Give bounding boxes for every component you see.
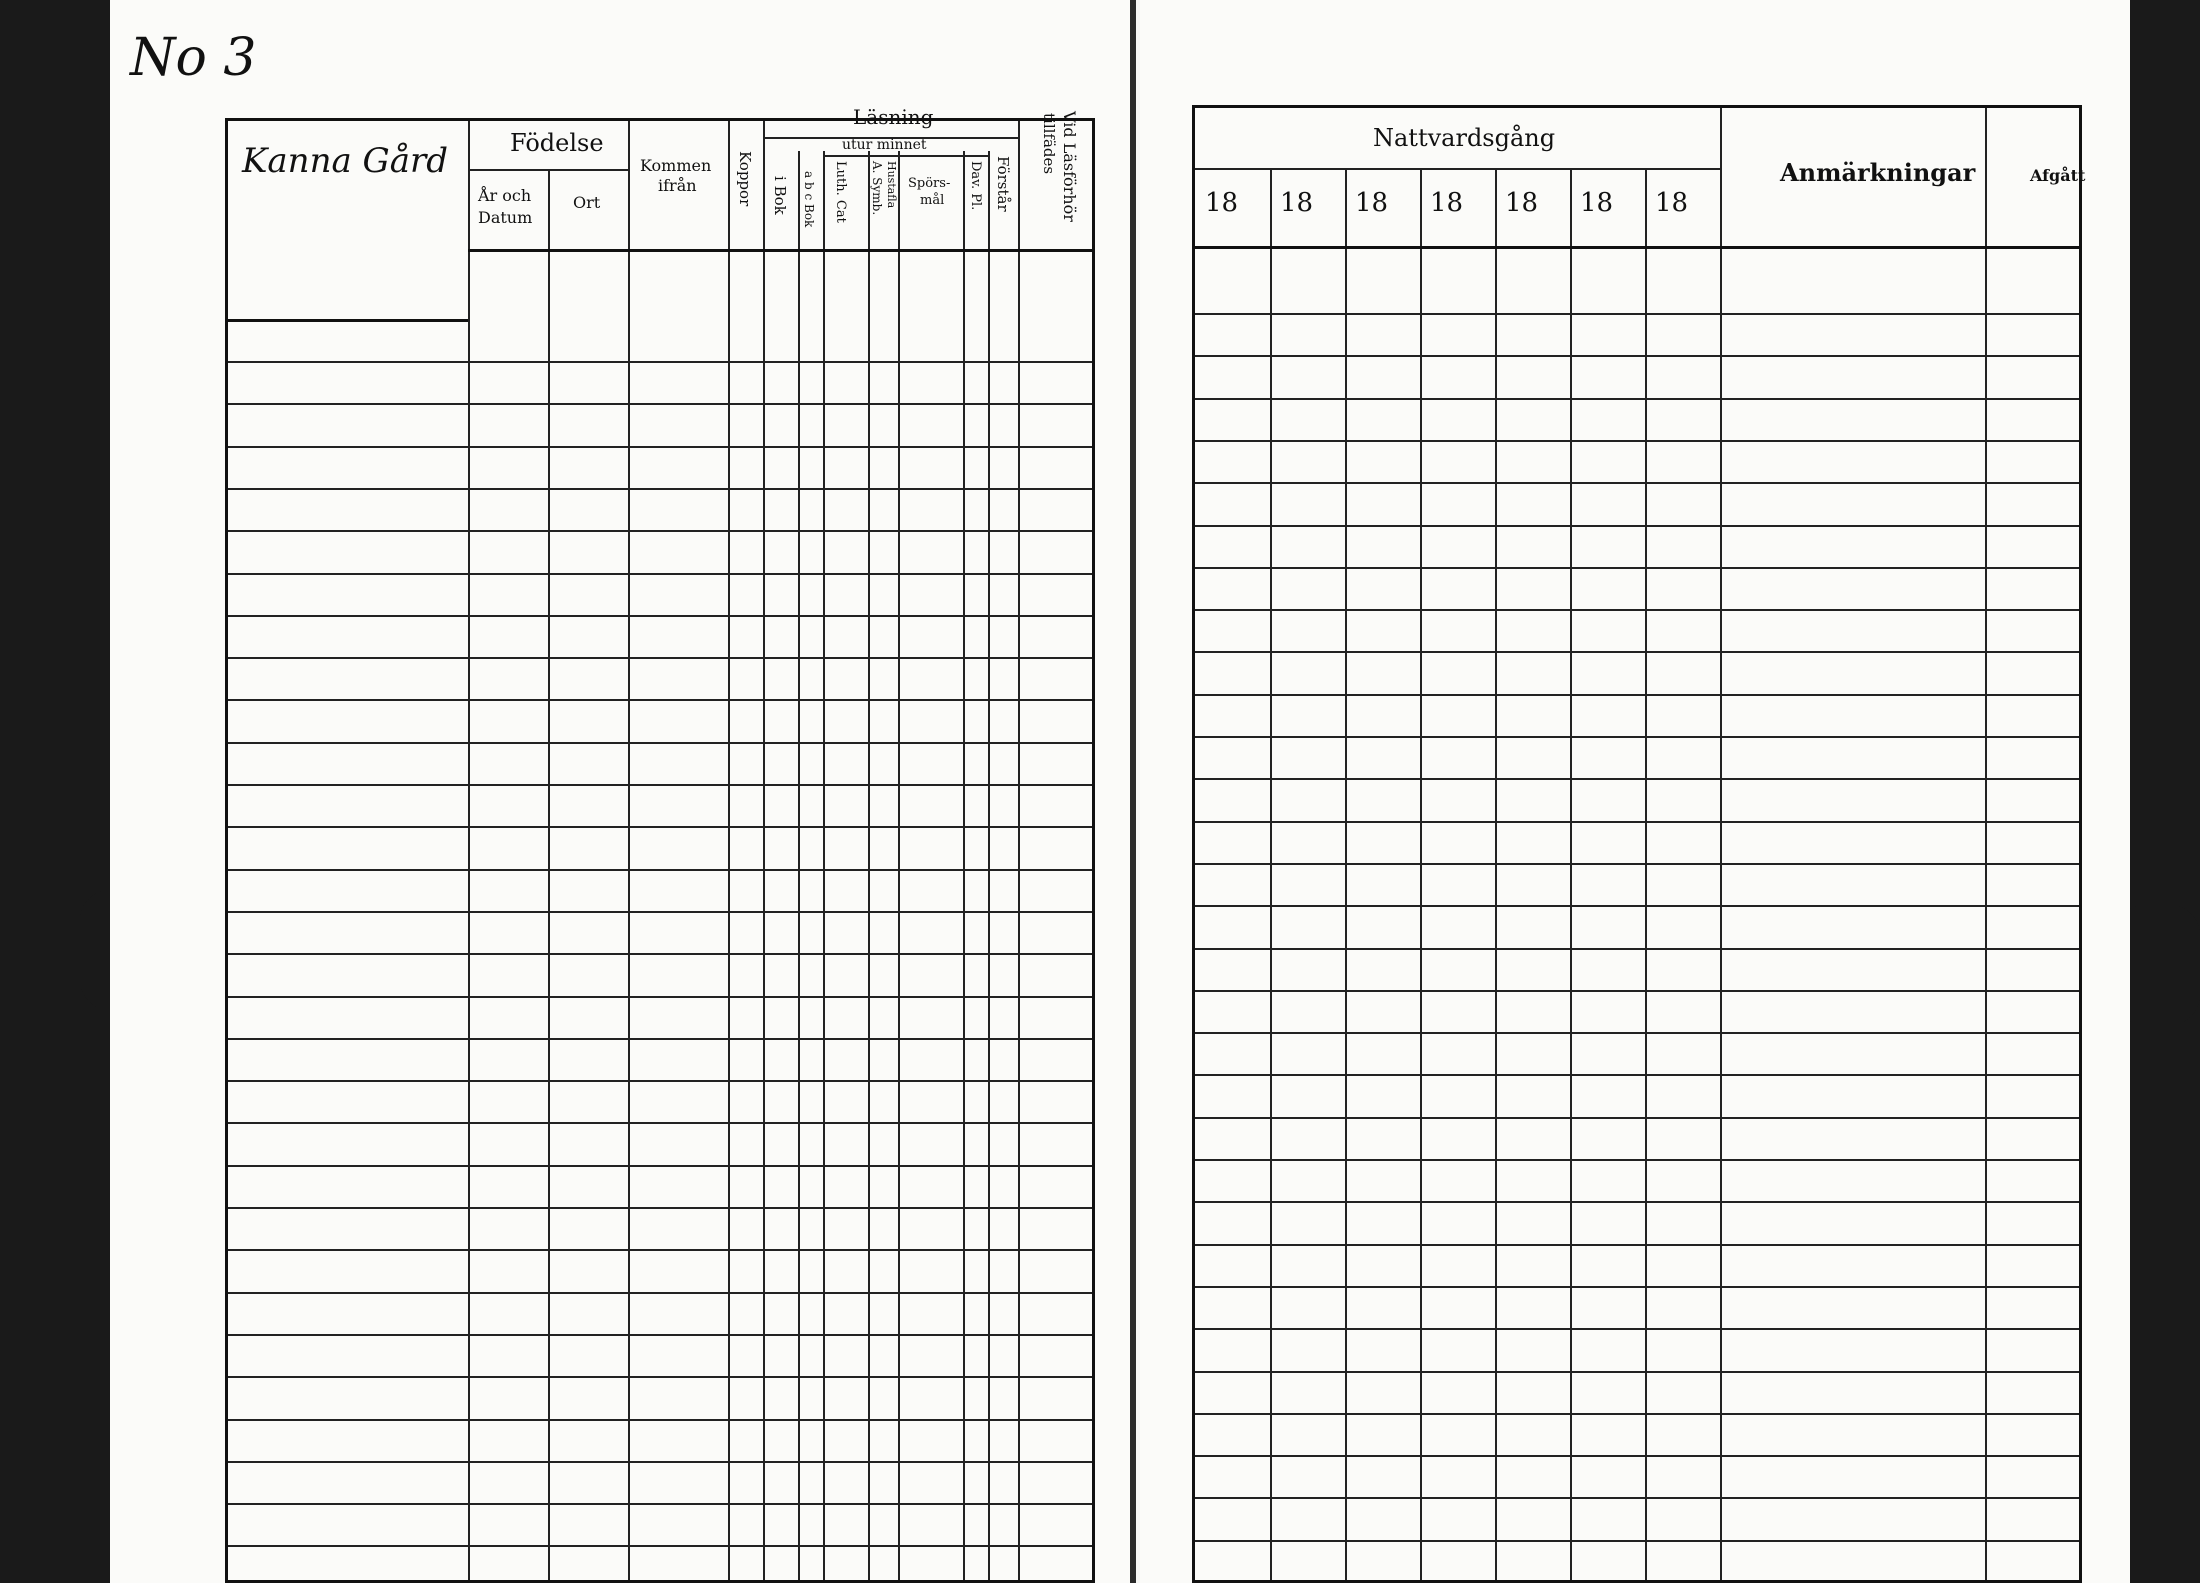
right-register-table — [1192, 105, 2086, 1583]
row-rule — [228, 361, 1092, 363]
book-gutter — [1130, 0, 1136, 1583]
kommen-label: Kommen — [640, 156, 712, 175]
row-rule — [228, 615, 1092, 617]
row-rule — [228, 1038, 1092, 1040]
dav-pl-label: Dav. Pl. — [968, 161, 983, 211]
row-rule — [1195, 736, 2079, 738]
row-rule — [1195, 1371, 2079, 1373]
row-rule — [1195, 694, 2079, 696]
row-rule — [1195, 398, 2079, 400]
row-rule — [1195, 482, 2079, 484]
row-rule — [228, 784, 1092, 786]
year-label: 18 — [1580, 188, 1614, 218]
row-rule — [1195, 1032, 2079, 1034]
row-rule — [1195, 948, 2079, 950]
page-number: No 3 — [130, 28, 257, 88]
row-rule — [228, 996, 1092, 998]
row-rule — [1195, 1413, 2079, 1415]
ar-och-label: År och — [478, 186, 532, 205]
row-rule — [1195, 355, 2079, 357]
row-rule — [1195, 1074, 2079, 1076]
row-rule — [228, 1122, 1092, 1124]
row-rule — [228, 1292, 1092, 1294]
scan-edge-right — [2130, 0, 2200, 1583]
i-bok-label: i Bok — [771, 176, 789, 215]
row-rule — [228, 869, 1092, 871]
koppor-label: Koppor — [736, 151, 754, 207]
row-rule — [1195, 313, 2079, 315]
sporsmal-label-2: mål — [920, 193, 945, 208]
row-rule — [228, 1334, 1092, 1336]
sporsmal-label-1: Spörs- — [908, 176, 951, 191]
row-rule — [1195, 1455, 2079, 1457]
row-rule — [1195, 1286, 2079, 1288]
anmarkningar-header: Anmärkningar — [1780, 158, 1976, 187]
row-rule — [228, 1249, 1092, 1251]
row-rule — [1195, 778, 2079, 780]
row-rule — [228, 826, 1092, 828]
row-rule — [1195, 1159, 2079, 1161]
row-rule — [228, 1080, 1092, 1082]
scan-edge-left — [0, 0, 110, 1583]
hustafla-label: Hustafla — [885, 161, 898, 209]
left-ruled-rows — [228, 121, 1092, 1580]
row-rule — [1195, 1244, 2079, 1246]
farm-name: Kanna Gård — [242, 141, 448, 181]
row-rule — [228, 657, 1092, 659]
row-rule — [228, 403, 1092, 405]
nattvardsgang-header: Nattvardsgång — [1373, 124, 1556, 152]
ort-label: Ort — [573, 193, 601, 212]
row-rule — [1195, 863, 2079, 865]
row-rule — [228, 1419, 1092, 1421]
forstar-label: Förstår — [994, 156, 1012, 212]
year-label: 18 — [1205, 188, 1239, 218]
row-rule — [1195, 990, 2079, 992]
luth-cat-label: Luth. Cat — [833, 161, 848, 223]
row-rule — [1195, 905, 2079, 907]
ifran-label: ifrån — [658, 176, 697, 195]
row-rule — [1195, 1201, 2079, 1203]
row-rule — [228, 953, 1092, 955]
row-rule — [1195, 609, 2079, 611]
row-rule — [228, 446, 1092, 448]
row-rule — [1195, 440, 2079, 442]
datum-label: Datum — [478, 208, 533, 227]
fodelse-header: Födelse — [510, 129, 604, 157]
row-rule — [1195, 651, 2079, 653]
year-label: 18 — [1280, 188, 1314, 218]
year-label: 18 — [1505, 188, 1539, 218]
row-rule — [228, 1545, 1092, 1547]
row-rule — [228, 699, 1092, 701]
row-rule — [1195, 567, 2079, 569]
afgatt-header: Afgått — [2030, 166, 2086, 185]
row-rule — [228, 530, 1092, 532]
row-rule — [1195, 1540, 2079, 1542]
row-rule — [228, 1207, 1092, 1209]
row-rule — [228, 1503, 1092, 1505]
year-label: 18 — [1655, 188, 1689, 218]
row-rule — [1195, 1117, 2079, 1119]
row-rule — [228, 1165, 1092, 1167]
row-rule — [228, 488, 1092, 490]
vid-lasforhor-label: Vid Läsförhör — [1060, 111, 1079, 222]
row-rule — [1195, 821, 2079, 823]
lasning-header: Läsning — [853, 105, 934, 129]
row-rule — [1195, 525, 2079, 527]
row-rule — [228, 911, 1092, 913]
row-rule — [228, 742, 1092, 744]
year-label: 18 — [1355, 188, 1389, 218]
utur-minnet-label: utur minnet — [842, 137, 927, 153]
right-ruled-rows — [1195, 108, 2079, 1580]
row-rule — [228, 573, 1092, 575]
a-symb-label: A. Symb. — [870, 161, 884, 216]
left-register-table — [225, 105, 1095, 1583]
row-rule — [1195, 1497, 2079, 1499]
abc-bok-label: a b c Bok — [802, 171, 816, 228]
year-label: 18 — [1430, 188, 1464, 218]
row-rule — [1195, 1328, 2079, 1330]
row-rule — [228, 1376, 1092, 1378]
tillfades-label: tillfädes — [1040, 113, 1058, 175]
row-rule — [228, 1461, 1092, 1463]
